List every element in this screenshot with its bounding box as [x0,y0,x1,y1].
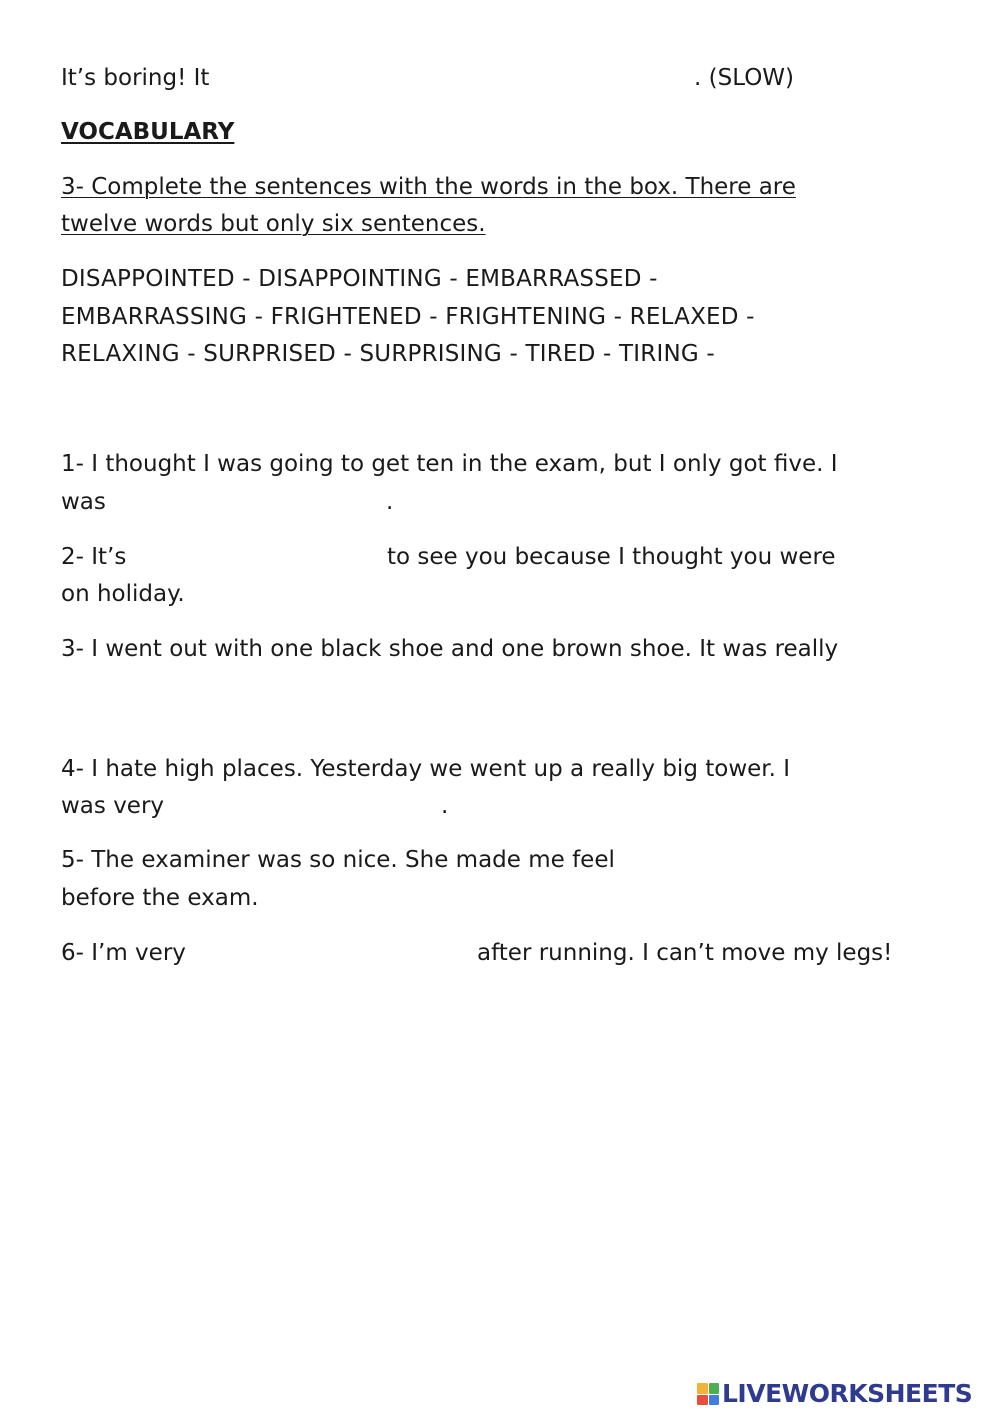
sentence-4-line-1: 4- I hate high places. Yesterday we went up a really big tower. I [61,756,791,782]
intro-sentence-start: It’s boring! It [61,65,210,91]
sentence-1-answer-blank[interactable] [120,488,382,516]
sentence-1-line-2-start: was [61,489,106,515]
intro-answer-blank[interactable] [222,64,692,92]
instruction-line-2: twelve words but only six sentences. [61,211,486,237]
sentence-3-line-1: 3- I went out with one black shoe and one brown shoe. It was really [61,636,839,662]
logo-square-2 [709,1383,720,1394]
instruction-line-1: 3- Complete the sentences with the words in the box. There are [61,174,796,200]
sentence-2-answer-blank[interactable] [134,543,382,571]
liveworksheets-logo-text: LIVEWORKSHEETS [722,1379,973,1408]
sentence-2-line-2: on holiday. [61,581,185,607]
sentence-3-answer-blank[interactable] [61,675,361,703]
vocabulary-heading: VOCABULARY [61,119,235,145]
sentence-4-line-2-end: . [441,793,449,819]
word-box-line-3: RELAXING - SURPRISED - SURPRISING - TIRED - TIRING - [61,341,715,367]
word-box-line-1: DISAPPOINTED - DISAPPOINTING - EMBARRASSED - [61,266,658,292]
logo-square-3 [697,1395,708,1406]
word-box-line-2: EMBARRASSING - FRIGHTENED - FRIGHTENING - RELAXED - [61,304,755,330]
sentence-2-line-1-start: 2- It’s [61,544,127,570]
sentence-5-line-1: 5- The examiner was so nice. She made me feel [61,847,615,873]
sentence-5-line-2: before the exam. [61,885,259,911]
sentence-6-start: 6- I’m very [61,940,186,966]
liveworksheets-logo [697,1379,972,1409]
liveworksheets-logo-icon [697,1383,719,1405]
logo-square-1 [697,1383,708,1394]
intro-sentence-end: . (SLOW) [694,65,795,91]
sentence-4-line-2-start: was very [61,793,165,819]
sentence-5-answer-blank[interactable] [690,846,930,874]
sentence-1-line-1: 1- I thought I was going to get ten in the exam, but I only got five. I [61,451,838,477]
sentence-2-line-1-end: to see you because I thought you were [387,544,836,570]
sentence-6-answer-blank[interactable] [204,939,470,967]
logo-square-4 [709,1395,720,1406]
sentence-1-line-2-end: . [386,489,394,515]
sentence-6-end: after running. I can’t move my legs! [477,940,893,966]
sentence-4-answer-blank[interactable] [182,792,437,820]
